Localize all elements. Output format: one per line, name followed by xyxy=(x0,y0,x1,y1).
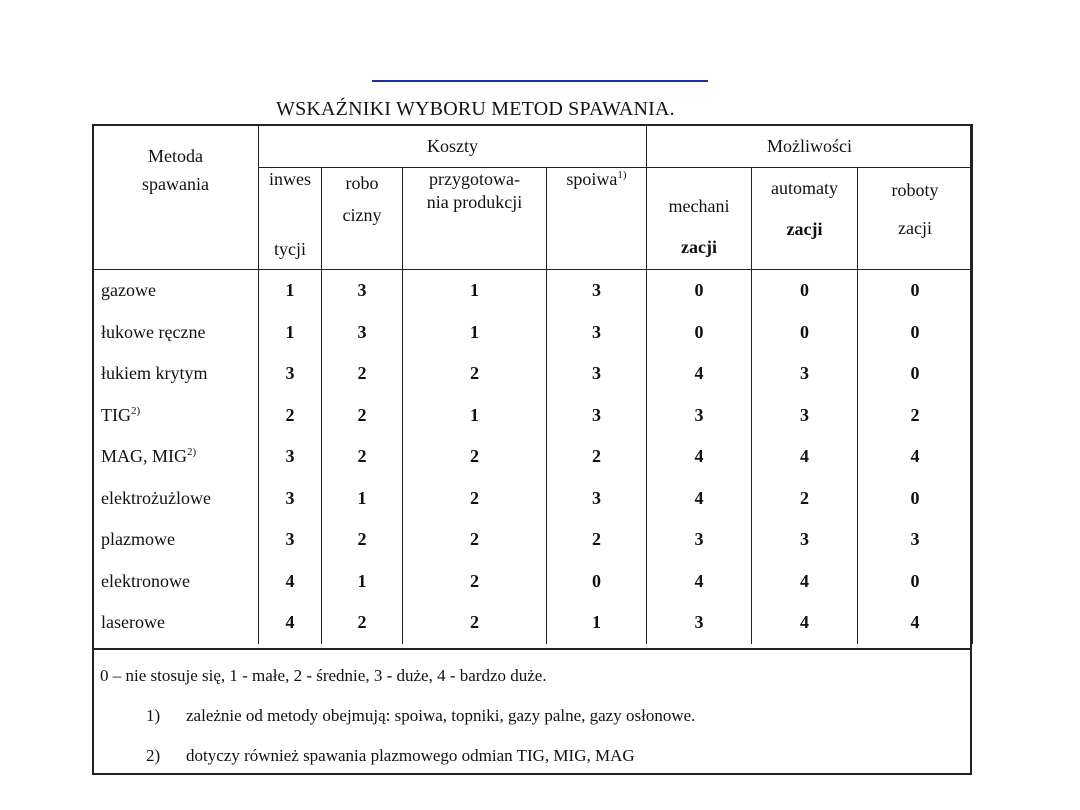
row-method-name: plazmowe xyxy=(93,519,259,561)
header-group-koszty: Koszty xyxy=(259,125,647,168)
header-row-groups xyxy=(93,125,973,168)
row-value-cell: 2 xyxy=(403,602,547,644)
row-value-cell: 3 xyxy=(752,519,858,561)
table-row xyxy=(93,602,973,644)
welding-methods-table xyxy=(92,124,973,644)
row-value-cell: 0 xyxy=(647,312,752,354)
header-col-mechanizacji: mechani zacji xyxy=(647,168,752,270)
header-metoda: Metoda spawania xyxy=(93,125,259,270)
row-value-cell: 1 xyxy=(403,270,547,312)
row-value-cell: 1 xyxy=(322,561,403,603)
top-rule xyxy=(372,80,708,82)
table-row xyxy=(93,561,973,603)
row-value-cell: 3 xyxy=(259,353,322,395)
row-value-cell: 4 xyxy=(647,478,752,520)
row-value-cell: 0 xyxy=(647,270,752,312)
row-value-cell: 3 xyxy=(259,519,322,561)
row-value-cell: 0 xyxy=(858,312,973,354)
header-col-inwestycji: inwes tycji xyxy=(259,168,322,270)
row-value-cell: 4 xyxy=(858,436,973,478)
row-value-cell: 4 xyxy=(647,353,752,395)
table-row xyxy=(93,519,973,561)
row-value-cell: 3 xyxy=(322,312,403,354)
row-value-cell: 2 xyxy=(403,478,547,520)
row-value-cell: 2 xyxy=(403,436,547,478)
table-row xyxy=(93,353,973,395)
row-value-cell: 1 xyxy=(403,395,547,437)
row-value-cell: 2 xyxy=(322,395,403,437)
row-method-name: laserowe xyxy=(93,602,259,644)
row-value-cell: 0 xyxy=(858,270,973,312)
legend-note-2: 2) dotyczy również spawania plazmowego odmian TIG, MIG, MAG xyxy=(146,746,635,765)
row-value-cell: 2 xyxy=(547,436,647,478)
row-value-cell: 3 xyxy=(547,395,647,437)
legend-note-1: 1) zależnie od metody obejmują: spoiwa, topniki, gazy palne, gazy osłonowe. xyxy=(146,706,696,725)
row-value-cell: 4 xyxy=(259,561,322,603)
row-value-cell: 2 xyxy=(403,519,547,561)
row-method-name: gazowe xyxy=(93,270,259,312)
row-value-cell: 3 xyxy=(259,478,322,520)
legend xyxy=(92,648,972,775)
row-value-cell: 3 xyxy=(752,353,858,395)
row-value-cell: 1 xyxy=(547,602,647,644)
header-col-robocizny: robo cizny xyxy=(322,168,403,270)
row-value-cell: 3 xyxy=(647,519,752,561)
row-value-cell: 4 xyxy=(752,561,858,603)
row-value-cell: 0 xyxy=(547,561,647,603)
row-value-cell: 4 xyxy=(858,602,973,644)
row-value-cell: 1 xyxy=(259,270,322,312)
row-value-cell: 2 xyxy=(322,602,403,644)
row-value-cell: 3 xyxy=(752,395,858,437)
table-row xyxy=(93,436,973,478)
row-value-cell: 3 xyxy=(547,270,647,312)
row-value-cell: 2 xyxy=(403,561,547,603)
row-value-cell: 3 xyxy=(259,436,322,478)
legend-scale: 0 – nie stosuje się, 1 - małe, 2 - średnie, 3 - duże, 4 - bardzo duże. xyxy=(100,666,547,685)
row-value-cell: 4 xyxy=(647,561,752,603)
row-value-cell: 2 xyxy=(322,436,403,478)
row-value-cell: 3 xyxy=(547,478,647,520)
row-value-cell: 4 xyxy=(259,602,322,644)
row-value-cell: 1 xyxy=(322,478,403,520)
header-col-robotyzacji: roboty zacji xyxy=(858,168,973,270)
row-value-cell: 3 xyxy=(858,519,973,561)
row-value-cell: 0 xyxy=(858,561,973,603)
row-method-name: elektronowe xyxy=(93,561,259,603)
header-col-spoiwa: spoiwa$^{1)}$ xyxy=(547,168,647,270)
table-title: WSKAŹNIKI WYBORU METOD SPAWANIA. xyxy=(276,98,675,120)
table-row xyxy=(93,312,973,354)
row-value-cell: 2 xyxy=(858,395,973,437)
row-value-cell: 3 xyxy=(547,353,647,395)
row-value-cell: 3 xyxy=(322,270,403,312)
header-group-mozliwosci: Możliwości xyxy=(647,125,973,168)
table-row xyxy=(93,395,973,437)
row-value-cell: 0 xyxy=(752,312,858,354)
row-value-cell: 3 xyxy=(647,602,752,644)
row-value-cell: 4 xyxy=(752,436,858,478)
row-value-cell: 1 xyxy=(259,312,322,354)
row-value-cell: 2 xyxy=(322,519,403,561)
row-value-cell: 0 xyxy=(858,478,973,520)
row-method-name: elektrożużlowe xyxy=(93,478,259,520)
row-method-name: łukowe ręczne xyxy=(93,312,259,354)
header-col-przygotowania: przygotowa- nia produkcji xyxy=(403,168,547,270)
row-method-name: TIG$^{2)}$ xyxy=(93,395,259,437)
header-col-automatyzacji: automaty zacji xyxy=(752,168,858,270)
row-value-cell: 4 xyxy=(647,436,752,478)
table-row xyxy=(93,270,973,312)
row-value-cell: 3 xyxy=(647,395,752,437)
row-value-cell: 2 xyxy=(752,478,858,520)
row-method-name: MAG, MIG$^{2)}$ xyxy=(93,436,259,478)
row-value-cell: 2 xyxy=(322,353,403,395)
row-value-cell: 0 xyxy=(752,270,858,312)
row-value-cell: 4 xyxy=(752,602,858,644)
row-value-cell: 2 xyxy=(403,353,547,395)
row-value-cell: 2 xyxy=(259,395,322,437)
row-value-cell: 1 xyxy=(403,312,547,354)
table-body xyxy=(93,270,973,644)
row-method-name: łukiem krytym xyxy=(93,353,259,395)
row-value-cell: 2 xyxy=(547,519,647,561)
row-value-cell: 0 xyxy=(858,353,973,395)
table-row xyxy=(93,478,973,520)
row-value-cell: 3 xyxy=(547,312,647,354)
